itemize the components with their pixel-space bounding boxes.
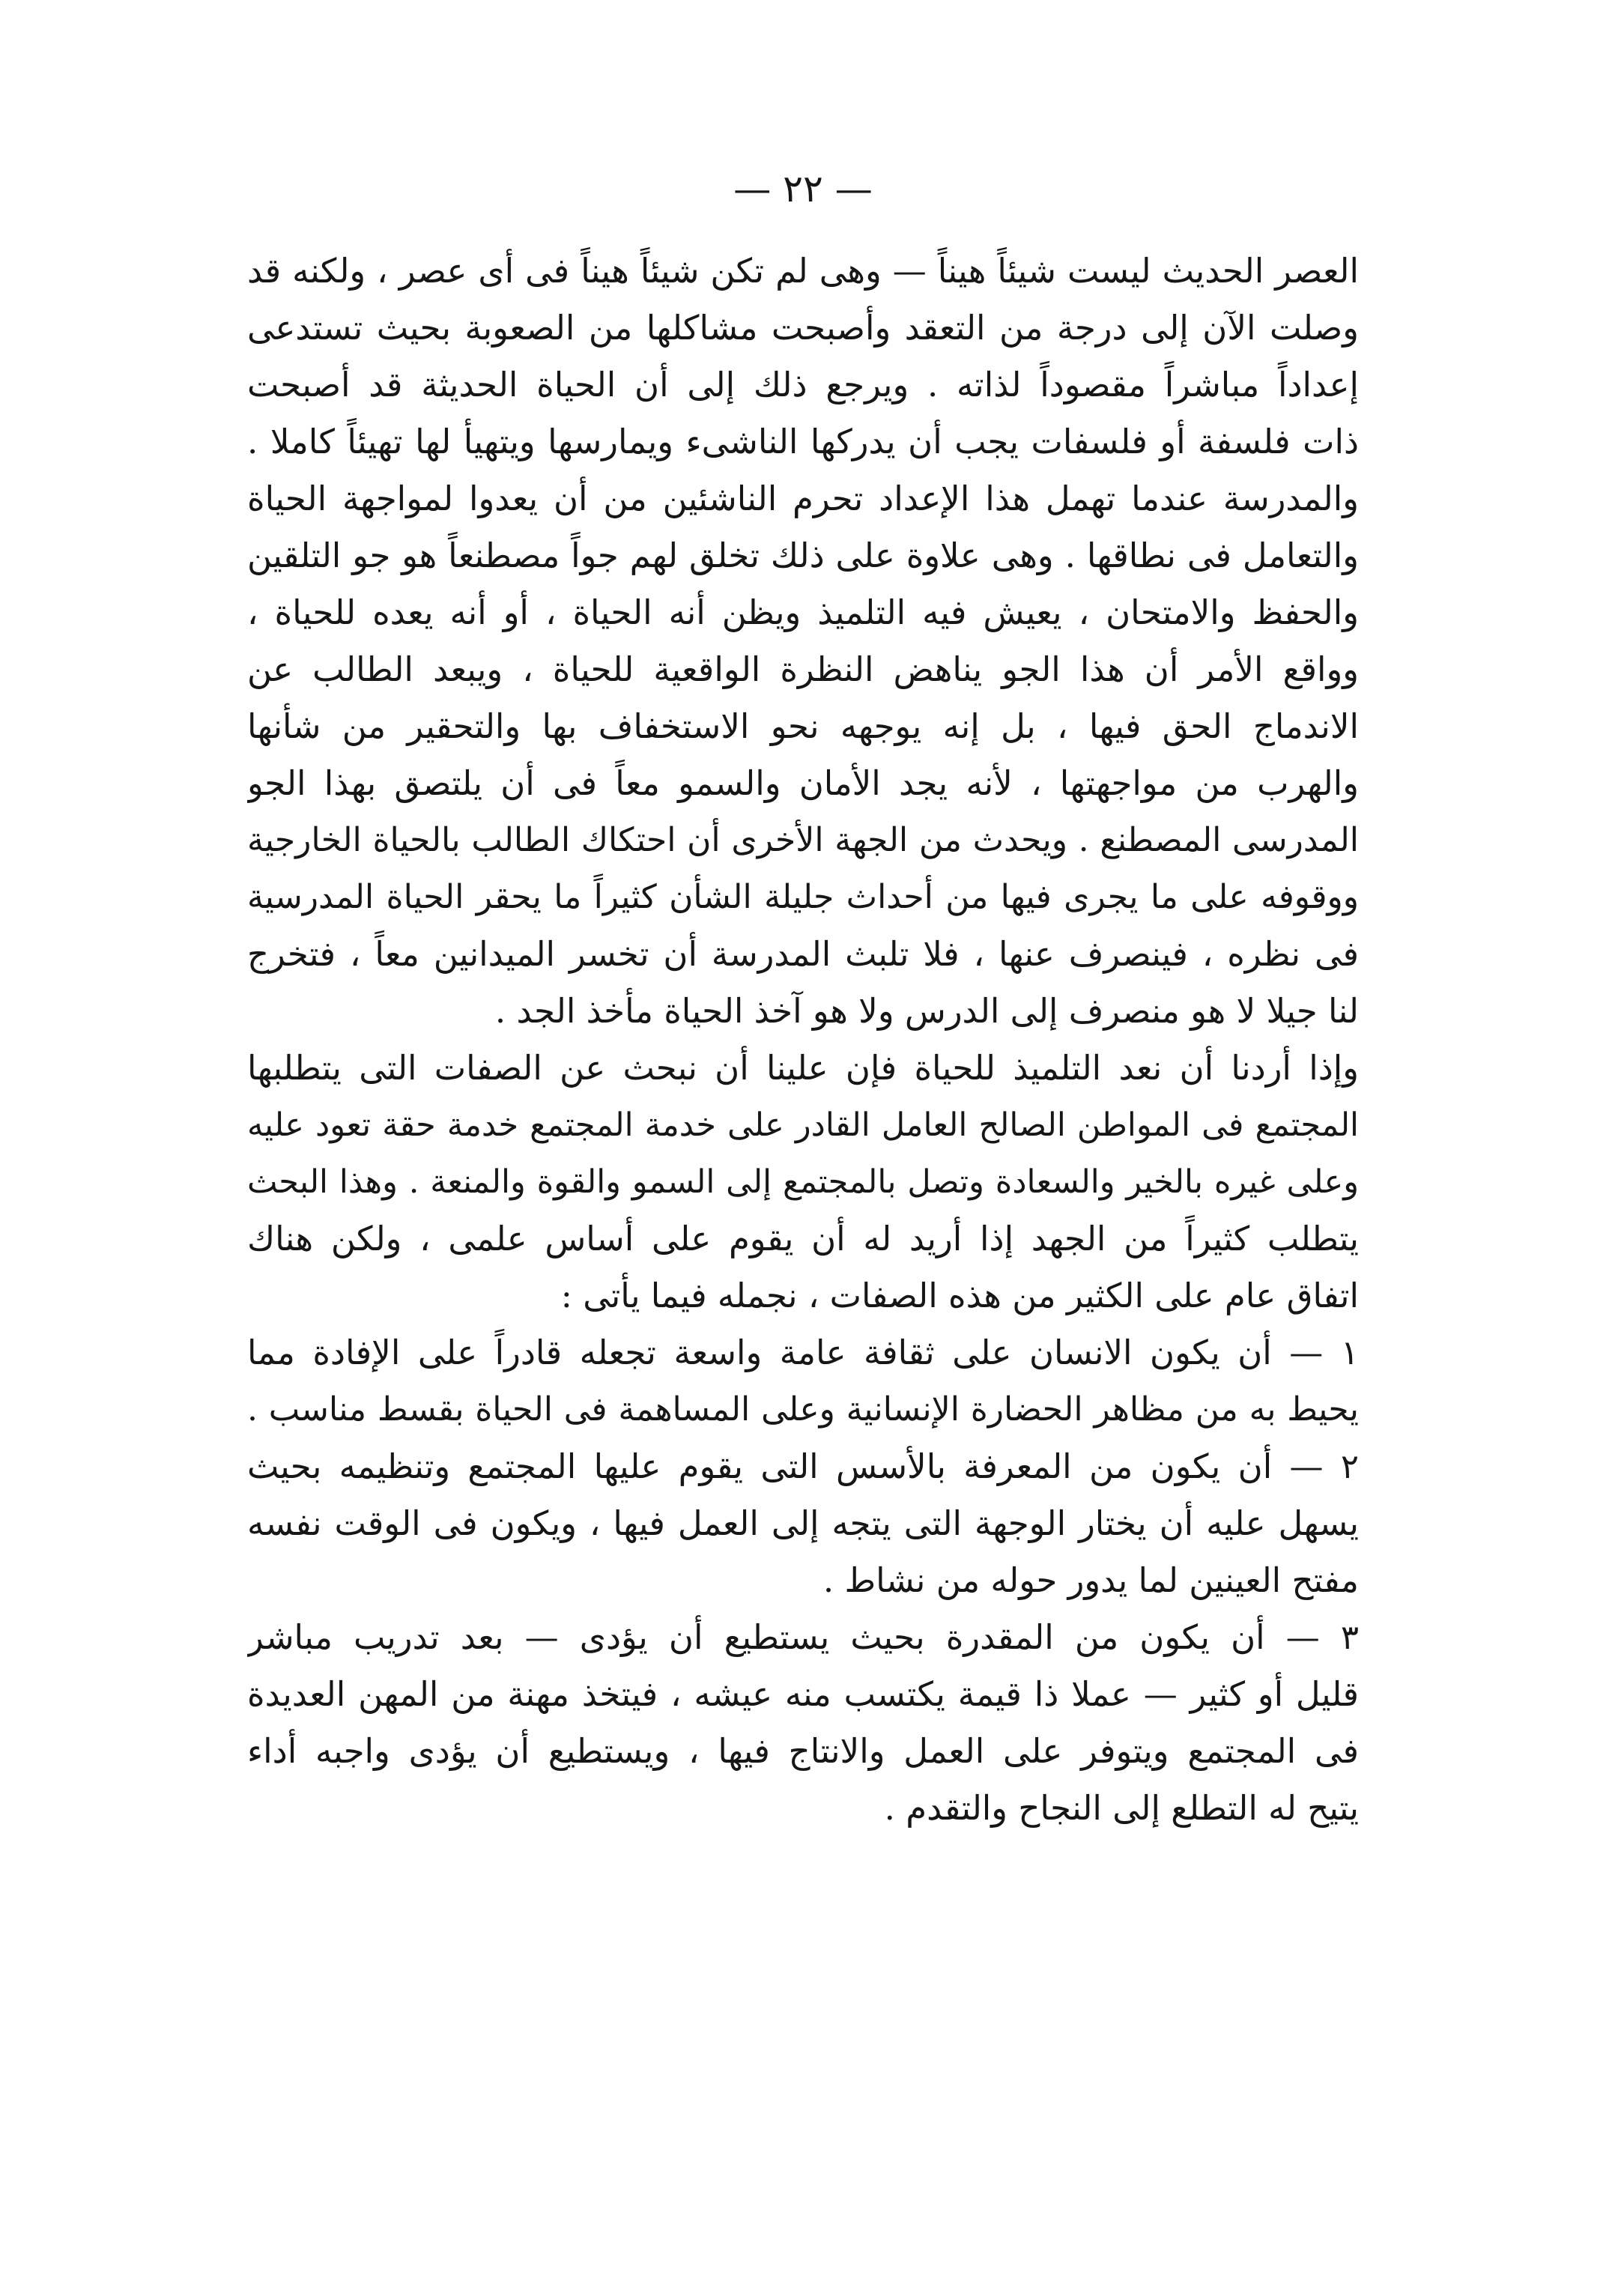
text-line: يتطلب كثيراً من الجهد إذا أريد له أن يقوم على أساس علمى ، ولكن هناك (247, 1219, 1359, 1258)
text-line: إعداداً مباشراً مقصوداً لذاته . ويرجع ذلك إلى أن الحياة الحديثة قد أصبحت (247, 365, 1359, 405)
text-line: فى نظره ، فينصرف عنها ، فلا تلبث المدرسة أن تخسر الميدانين معاً ، فتخرج (247, 934, 1359, 974)
text-line: والحفظ والامتحان ، يعيش فيه التلميذ ويظن أنه الحياة ، أو أنه يعده للحياة ، (247, 593, 1359, 632)
text-line: ٣ — أن يكون من المقدرة بحيث يستطيع أن يؤدى — بعد تدريب مباشر (247, 1617, 1359, 1657)
text-line: قليل أو كثير — عملا ذا قيمة يكتسب منه عيشه ، فيتخذ مهنة من المهن العديدة (247, 1674, 1359, 1714)
text-line: فى المجتمع ويتوفر على العمل والانتاج فيها ، ويستطيع أن يؤدى واجبه أداء (247, 1731, 1359, 1771)
text-line: مفتح العينين لما يدور حوله من نشاط . (822, 1560, 1359, 1600)
text-line: والتعامل فى نطاقها . وهى علاوة على ذلك تخلق لهم جواً مصطنعاً هو جو التلقين (247, 536, 1359, 575)
text-line: والمدرسة عندما تهمل هذا الإعداد تحرم الناشئين من أن يعدوا لمواجهة الحياة (247, 479, 1359, 518)
text-line: يحيط به من مظاهر الحضارة الإنسانية وعلى المساهمة فى الحياة بقسط مناسب . (247, 1390, 1359, 1429)
text-line: لنا جيلا لا هو منصرف إلى الدرس ولا هو آخذ الحياة مأخذ الجد . (494, 991, 1359, 1031)
text-line: اتفاق عام على الكثير من هذه الصفات ، نجمله فيما يأتى : (560, 1276, 1359, 1315)
text-line: وواقع الأمر أن هذا الجو يناهض النظرة الواقعية للحياة ، ويبعد الطالب عن (247, 649, 1359, 689)
text-line: وصلت الآن إلى درجة من التعقد وأصبحت مشاكلها من الصعوبة بحيث تستدعى (247, 308, 1359, 348)
text-line: الاندماج الحق فيها ، بل إنه يوجهه نحو الاستخفاف بها والتحقير من شأنها (247, 706, 1359, 746)
text-line: يتيح له التطلع إلى النجاح والتقدم . (884, 1788, 1359, 1828)
text-line: ١ — أن يكون الانسان على ثقافة عامة واسعة تجعله قادراً على الإفادة مما (247, 1333, 1359, 1372)
page-number: — ٢٢ — (733, 167, 873, 210)
text-line: ووقوفه على ما يجرى فيها من أحداث جليلة الشأن كثيراً ما يحقر الحياة المدرسية (247, 878, 1359, 916)
text-line: والهرب من مواجهتها ، لأنه يجد الأمان والسمو معاً فى أن يلتصق بهذا الجو (247, 763, 1359, 803)
text-line: العصر الحديث ليست شيئاً هيناً — وهى لم تكن شيئاً هيناً فى أى عصر ، ولكنه قد (247, 251, 1359, 291)
text-line: وإذا أردنا أن نعد التلميذ للحياة فإن علينا أن نبحث عن الصفات التى يتطلبها (247, 1048, 1359, 1088)
text-line: المدرسى المصطنع . ويحدث من الجهة الأخرى أن احتكاك الطالب بالحياة الخارجية (247, 821, 1359, 859)
text-line: ذات فلسفة أو فلسفات يجب أن يدركها الناشىء ويمارسها ويتهيأ لها تهيئاً كاملا . (247, 422, 1359, 461)
text-line: يسهل عليه أن يختار الوجهة التى يتجه إلى العمل فيها ، ويكون فى الوقت نفسه (247, 1503, 1359, 1543)
text-line: المجتمع فى المواطن الصالح العامل القادر على خدمة المجتمع خدمة حقة تعود عليه (247, 1106, 1359, 1144)
text-line: ٢ — أن يكون من المعرفة بالأسس التى يقوم عليها المجتمع وتنظيمه بحيث (247, 1447, 1359, 1486)
body-text (247, 243, 1359, 1837)
text-line: وعلى غيره بالخير والسعادة وتصل بالمجتمع إلى السمو والقوة والمنعة . وهذا البحث (247, 1163, 1359, 1201)
